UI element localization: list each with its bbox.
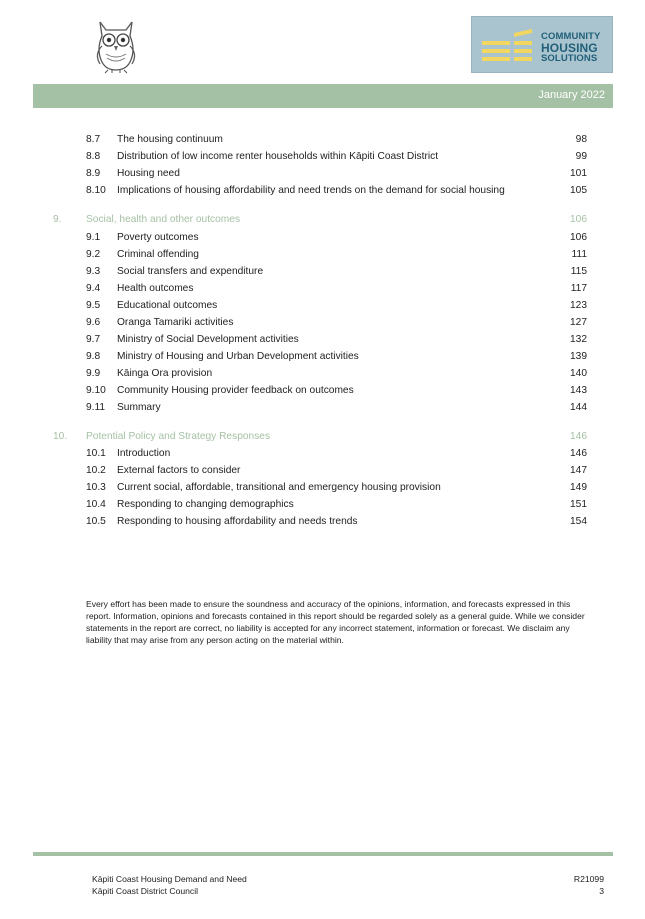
toc-page-number: 144 (570, 402, 587, 413)
toc-number: 10.2 (86, 465, 106, 476)
toc-page-number: 123 (570, 300, 587, 311)
toc-page-number: 149 (570, 482, 587, 493)
toc-number: 9.9 (86, 368, 101, 379)
toc-title: Current social, affordable, transitional and emergency housing provision (117, 482, 441, 493)
toc-page-number: 139 (570, 351, 587, 362)
toc-entry[interactable] (0, 513, 645, 530)
footer-right (574, 874, 604, 897)
toc-entry[interactable] (0, 131, 645, 148)
toc-entry[interactable] (0, 382, 645, 399)
toc-title: Educational outcomes (117, 300, 218, 311)
toc-entry[interactable] (0, 229, 645, 246)
toc-page-number: 154 (570, 516, 587, 527)
toc-entry[interactable] (0, 348, 645, 365)
toc-entry[interactable] (0, 479, 645, 496)
toc-number: 9.3 (86, 266, 101, 277)
toc-number: 9.8 (86, 351, 101, 362)
toc-number: 10. (53, 431, 68, 442)
toc-page-number: 111 (571, 249, 587, 260)
toc-entry[interactable] (0, 496, 645, 513)
toc-number: 8.8 (86, 151, 101, 162)
toc-number: 9.11 (86, 402, 106, 413)
toc-entry[interactable] (0, 297, 645, 314)
toc-page-number: 101 (570, 168, 587, 179)
toc-title: Housing need (117, 168, 180, 179)
toc-number: 9.5 (86, 300, 101, 311)
toc-number: 9.7 (86, 334, 101, 345)
toc-number: 10.5 (86, 516, 106, 527)
toc-number: 8.7 (86, 134, 101, 145)
toc-page-number: 147 (570, 465, 587, 476)
toc-page-number: 127 (570, 317, 587, 328)
toc-number: 10.1 (86, 448, 106, 459)
toc-title: Criminal offending (117, 249, 199, 260)
toc-title: Oranga Tamariki activities (117, 317, 234, 328)
toc-page-number: 98 (575, 134, 587, 145)
footer-organisation: Kāpiti Coast District Council (92, 885, 199, 896)
toc-section-heading[interactable] (0, 211, 645, 228)
toc-title: Potential Policy and Strategy Responses (86, 431, 271, 442)
toc-title: Social, health and other outcomes (86, 214, 241, 225)
toc-page-number: 146 (570, 448, 587, 459)
toc-entry[interactable] (0, 314, 645, 331)
toc-number: 9.10 (86, 385, 106, 396)
toc-entry[interactable] (0, 365, 645, 382)
footer-report-ref: R21099 (573, 874, 604, 884)
toc-page-number: 115 (570, 266, 587, 277)
toc-page-number: 106 (570, 214, 587, 225)
toc-number: 9.6 (86, 317, 101, 328)
toc-title: The housing continuum (117, 134, 223, 145)
toc-section-heading[interactable] (0, 428, 645, 445)
toc-page-number: 143 (570, 385, 587, 396)
toc-number: 10.3 (86, 482, 106, 493)
toc-title: Kāinga Ora provision (117, 368, 213, 379)
toc-title: Social transfers and expenditure (117, 266, 264, 277)
footer-rule (33, 852, 613, 856)
toc-number: 8.10 (86, 185, 106, 196)
toc-title: Community Housing provider feedback on outcomes (117, 385, 354, 396)
toc-title: Summary (117, 402, 161, 413)
toc-title: Responding to changing demographics (117, 499, 294, 510)
toc-title: Introduction (117, 448, 171, 459)
toc-entry[interactable] (0, 462, 645, 479)
footer-report-title: Kāpiti Coast Housing Demand and Need (92, 874, 247, 884)
toc-title: Poverty outcomes (117, 232, 199, 243)
toc-entry[interactable] (0, 263, 645, 280)
footer-page-number: 3 (599, 885, 604, 896)
toc-number: 9.2 (86, 249, 101, 260)
toc-entry[interactable] (0, 165, 645, 182)
toc-title: Distribution of low income renter households within Kāpiti Coast District (117, 151, 439, 162)
toc-title: Responding to housing affordability and needs trends (117, 516, 358, 527)
toc-entry[interactable] (0, 182, 645, 199)
toc-page-number: 151 (570, 499, 587, 510)
toc-number: 9.4 (86, 283, 101, 294)
house-stripes-icon (480, 27, 540, 67)
toc-page-number: 117 (570, 283, 587, 294)
toc-entry[interactable] (0, 148, 645, 165)
toc-title: Ministry of Housing and Urban Development activities (117, 351, 359, 362)
toc-number: 10.4 (86, 499, 106, 510)
footer-left (92, 874, 247, 897)
toc-page-number: 105 (570, 185, 587, 196)
toc-page-number: 99 (575, 151, 587, 162)
report-date: January 2022 (538, 89, 605, 101)
toc-page-number: 132 (570, 334, 587, 345)
toc-entry[interactable] (0, 445, 645, 462)
toc-title: External factors to consider (117, 465, 241, 476)
toc-entry[interactable] (0, 331, 645, 348)
toc-title: Implications of housing affordability and need trends on the demand for social housing (117, 185, 505, 196)
logo-wordmark: COMMUNITY HOUSING SOLUTIONS (541, 31, 601, 64)
toc-page-number: 106 (570, 232, 587, 243)
toc-number: 8.9 (86, 168, 101, 179)
owl-logo-icon (92, 16, 140, 74)
disclaimer-text: Every effort has been made to ensure the soundness and accuracy of the opinions, information, and forecasts expressed in this report. Information, opinions and forecasts contained in this report should be regarded solely as a general guide. While we consider statements in the report are correct, no liability is accepted for any incorrect statement, information or forecast. We disclaim any liability that may arise from any person acting on the material within. (86, 599, 585, 645)
toc-entry[interactable] (0, 399, 645, 416)
toc-page-number: 140 (570, 368, 587, 379)
toc-title: Health outcomes (117, 283, 194, 294)
community-housing-solutions-logo (471, 16, 613, 73)
toc-title: Ministry of Social Development activities (117, 334, 299, 345)
toc-entry[interactable] (0, 246, 645, 263)
header-band (33, 84, 613, 108)
toc-entry[interactable] (0, 280, 645, 297)
toc-number: 9.1 (86, 232, 101, 243)
toc-page-number: 146 (570, 431, 587, 442)
toc-number: 9. (53, 214, 62, 225)
